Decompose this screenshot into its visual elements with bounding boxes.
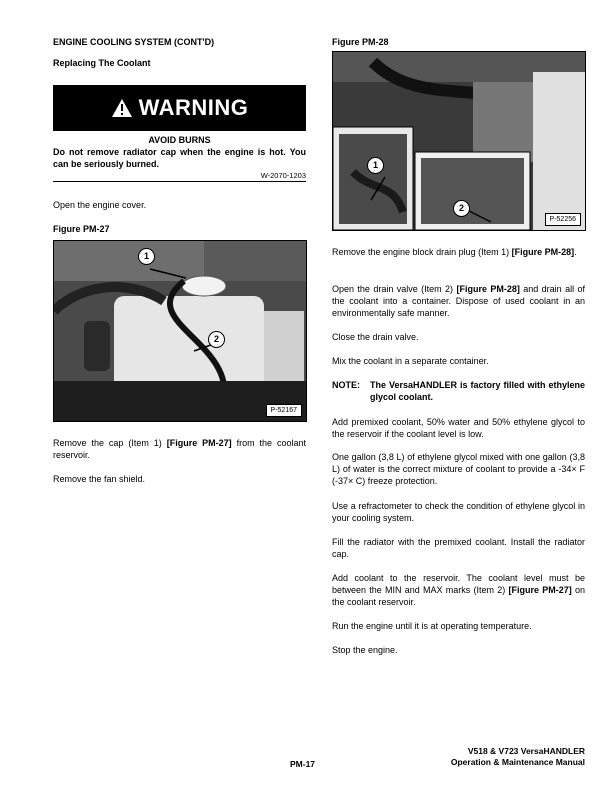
step-run-engine: Run the engine until it is at operating temperature.	[332, 621, 532, 631]
warning-heading: AVOID BURNS	[148, 135, 211, 145]
callout-1: 1	[367, 157, 384, 174]
warning-label: WARNING	[138, 95, 249, 120]
subsection-title: Replacing The Coolant	[53, 58, 151, 68]
note-text: The VersaHANDLER is factory filled with ethylene glycol coolant.	[370, 380, 585, 402]
section-title: ENGINE COOLING SYSTEM (CONT'D)	[53, 37, 215, 47]
warning-code: W-2070-1203	[260, 171, 306, 180]
warning-triangle-icon	[111, 98, 133, 118]
step-refractometer: Use a refractometer to check the condition of ethylene glycol in your cooling system.	[332, 501, 585, 523]
step-open-cover: Open the engine cover.	[53, 200, 147, 210]
step-close-valve: Close the drain valve.	[332, 332, 419, 342]
page-number: PM-17	[290, 759, 316, 769]
figure-pm27-title: Figure PM-27	[53, 224, 110, 234]
note-label: NOTE:	[332, 380, 360, 390]
figure-ref: [Figure PM-28]	[511, 247, 575, 257]
step-fill-radiator: Fill the radiator with the premixed coolant. Install the radiator cap.	[332, 537, 585, 559]
figure-pm27-photo	[53, 240, 307, 422]
step-drain-valve: Open the drain valve (Item 2) [Figure PM-28] and drain all of the coolant into a container. Dispose of used coolant in an environmentally safe manner.	[332, 284, 585, 318]
step-add-reservoir: Add coolant to the reservoir. The coolant level must be between the MIN and MAX marks (Item 2) [Figure PM-27] on the coolant reservoir.	[332, 573, 586, 607]
warning-text: Do not remove radiator cap when the engine is hot. You can be seriously burned.	[53, 147, 306, 169]
figure-pm28-photo	[332, 51, 586, 231]
figure-ref: [Figure PM-27]	[166, 438, 232, 448]
figure-ref: [Figure PM-28]	[456, 284, 520, 294]
callout-2: 2	[208, 331, 225, 348]
callout-1: 1	[138, 248, 155, 265]
note	[332, 379, 585, 403]
footer-manual: Operation & Maintenance Manual	[450, 757, 585, 767]
step-drain-plug: Remove the engine block drain plug (Item 1) [Figure PM-28].	[332, 247, 577, 257]
step-add-premixed: Add premixed coolant, 50% water and 50% ethylene glycol to the reservoir if the coolant level is low.	[332, 417, 585, 439]
figure-pm28-title: Figure PM-28	[332, 37, 389, 47]
figure-ref: [Figure PM-27]	[508, 585, 572, 595]
warning-banner	[53, 85, 306, 131]
figure-pm28-code: P-52256	[545, 213, 581, 226]
step-gallon: One gallon (3,8 L) of ethylene glycol mixed with one gallon (3,8 L) of water is the correct mixture of coolant to provide a -34× F (-37× C) freeze protection.	[332, 452, 585, 486]
warning-divider	[53, 181, 306, 182]
figure-pm27-code: P-52167	[266, 404, 302, 417]
callout-2: 2	[453, 200, 470, 217]
step-mix: Mix the coolant in a separate container.	[332, 356, 489, 366]
footer-model: V518 & V723 VersaHANDLER	[467, 746, 585, 756]
step-remove-fan-shield: Remove the fan shield.	[53, 474, 146, 484]
step-stop-engine: Stop the engine.	[332, 645, 398, 655]
step-remove-cap: Remove the cap (Item 1) [Figure PM-27] from the coolant reservoir.	[53, 438, 306, 460]
